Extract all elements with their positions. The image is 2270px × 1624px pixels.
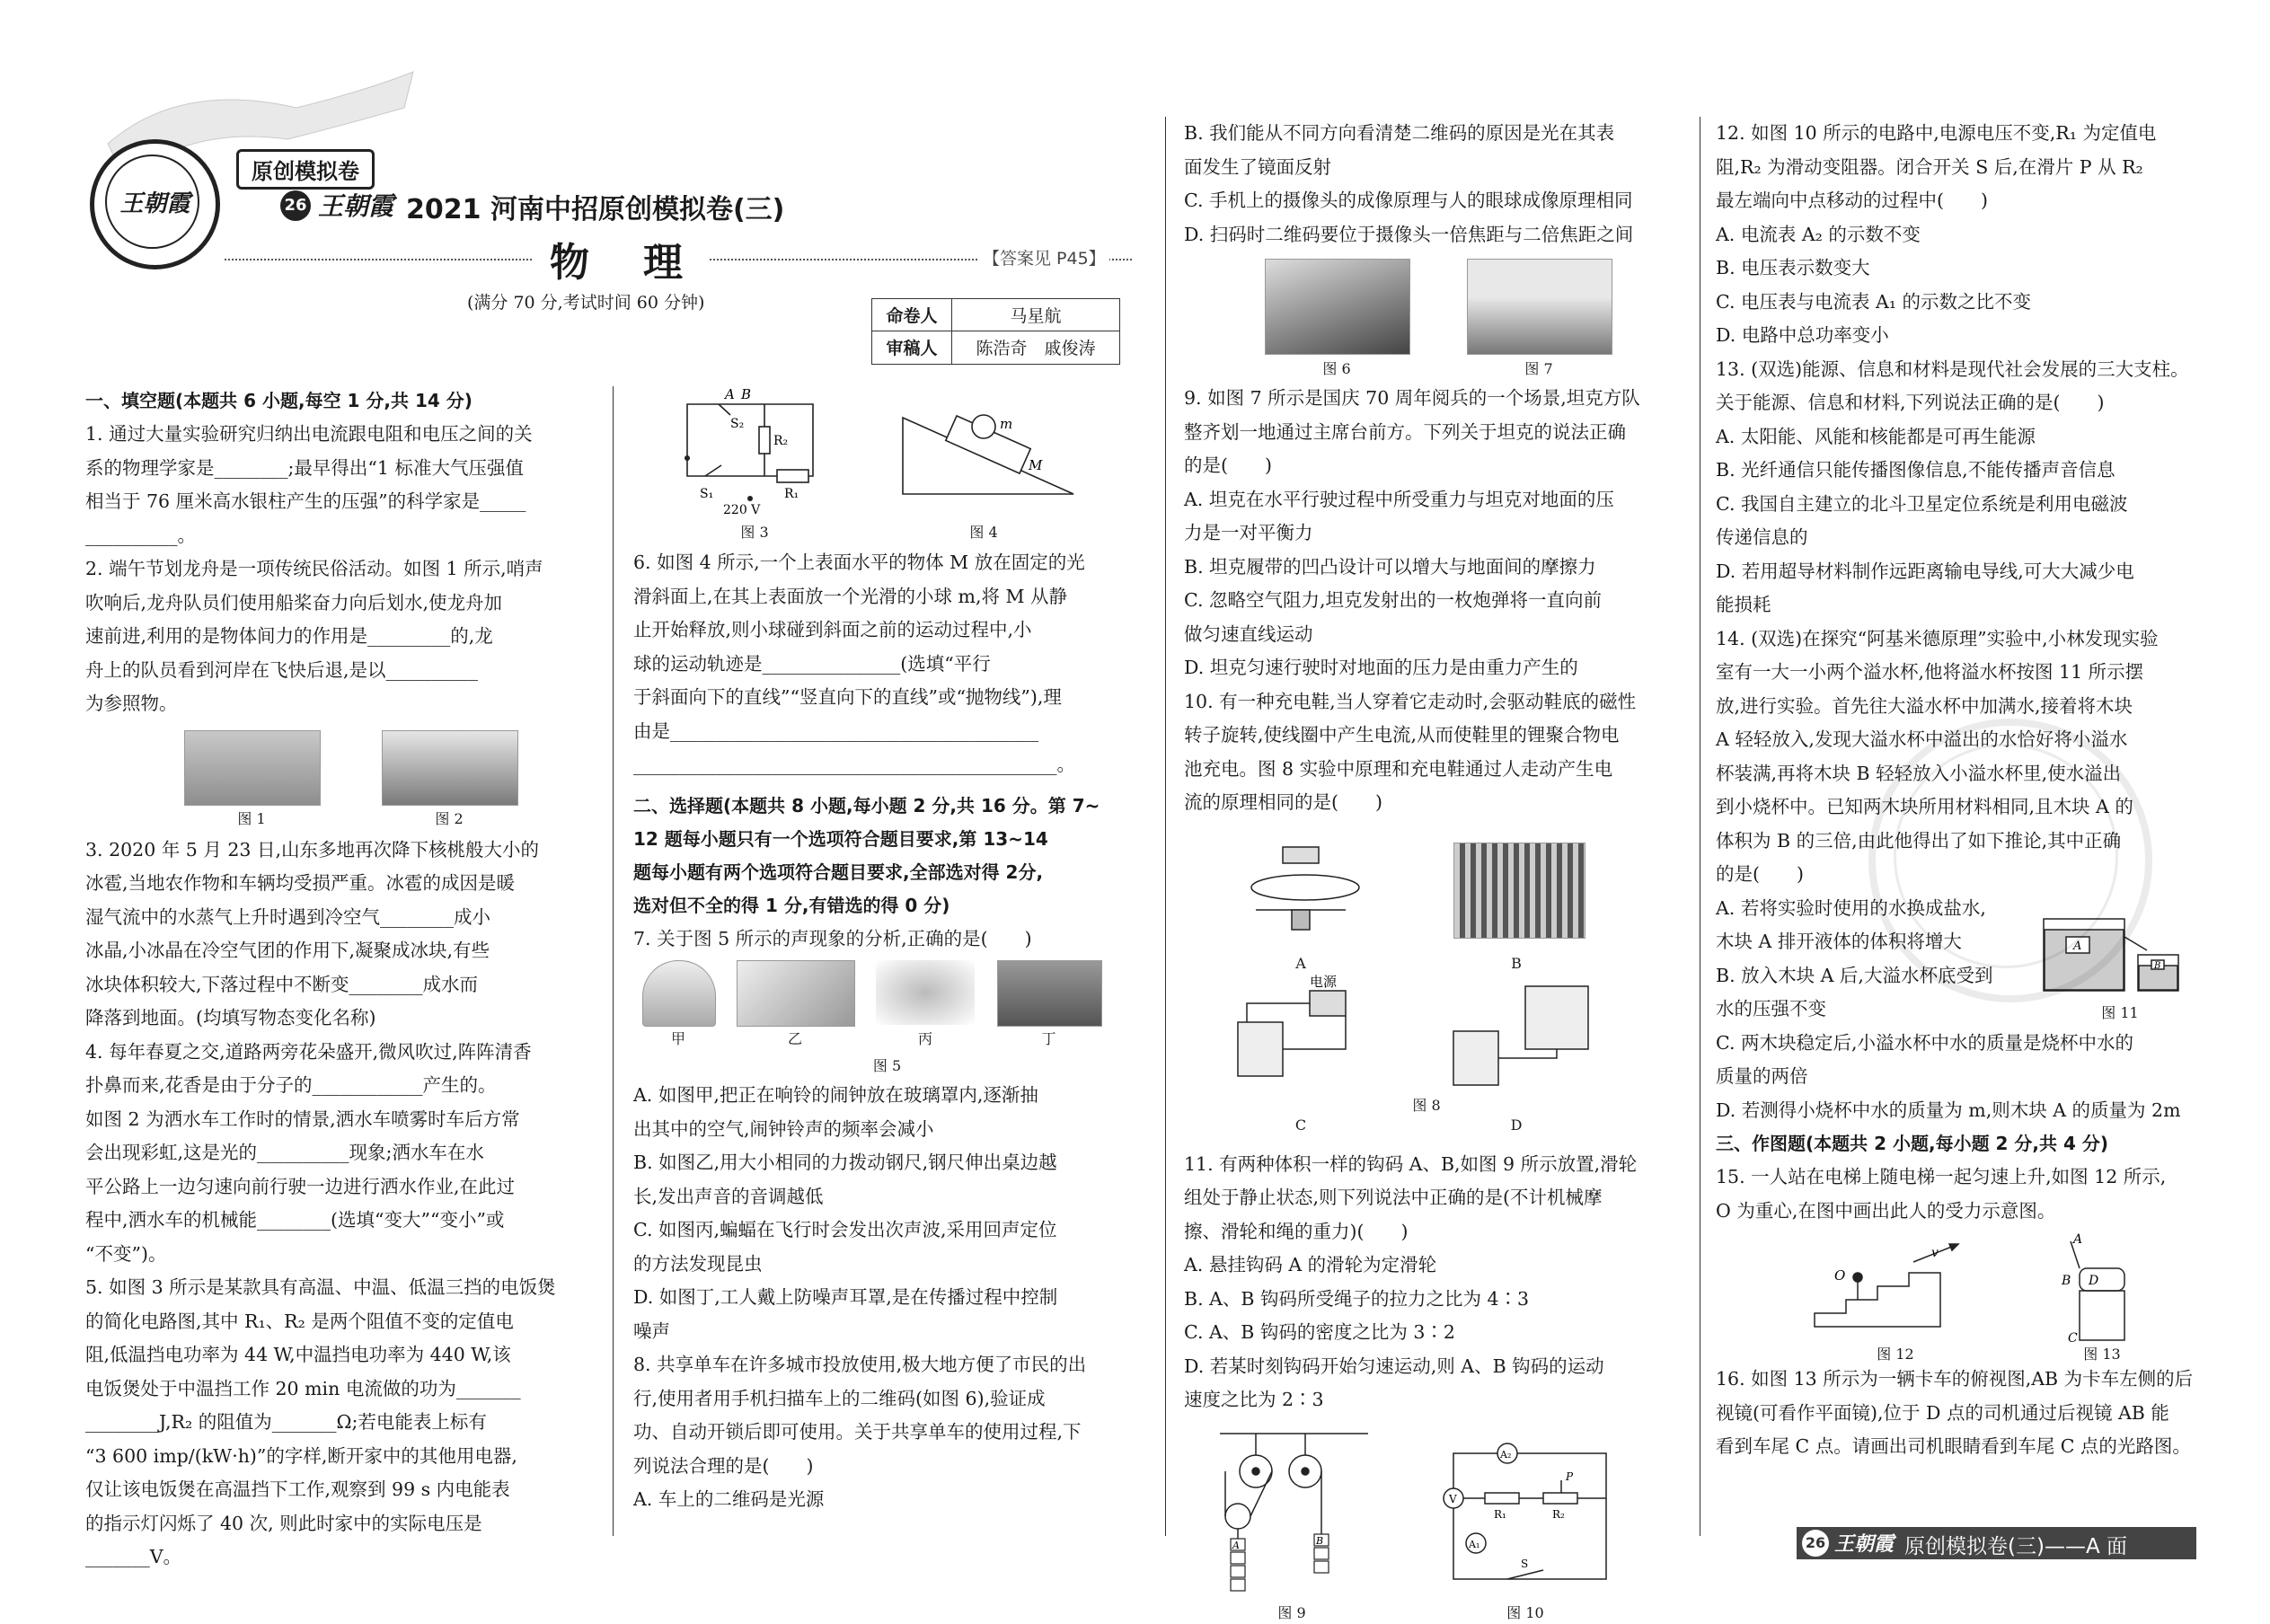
subject-title: 物 理 [532,230,708,287]
fig13-label-d: D [2089,1274,2099,1288]
figure-8b-label: B [1511,954,1522,972]
figure-5d-worker [997,960,1102,1027]
brand-logo-text: 王朝霞 [119,190,190,217]
figure-13-truck [2039,1232,2147,1345]
author-label: 命卷人 [886,306,938,326]
fig10-label-p: P [1566,1470,1574,1483]
figure-7-photo [1467,259,1612,355]
column-divider [1165,117,1166,1536]
brand-emblem [90,139,220,269]
figure-8c-label: C [1294,1116,1307,1134]
question-7-stem: 7. 关于图 5 所示的声现象的分析,正确的是( ) [633,927,1032,949]
figure-6-caption: 图 6 [1322,360,1351,377]
question-7-options: A. 如图甲,把正在响铃的闹钟放在玻璃罩内,逐渐抽 出其中的空气,闹钟铃声的频率会减小 B. 如图乙,用大小相同的力拨动钢尺,钢尺伸出桌边越 长,发出声音的音调越低 C. 如图丙,蝙蝠在飞行时会发出次声波,采用回声定位 的方法发现昆虫 D. 如图丁,工人戴上防噪声耳罩,是在传播过程中控制 噪声 [633,1084,1058,1342]
fig9-label-b: B [1316,1534,1324,1547]
header [72,54,1132,359]
fig8-power-label: 电源 [1310,973,1338,990]
figure-8a-label: A [1295,954,1306,972]
answer-reference: 【答案见 P45】 [979,245,1109,269]
fig10-label-s: S [1521,1557,1529,1570]
watermark-seal [1868,719,2152,1002]
fig10-label-r2: R₂ [1552,1507,1565,1521]
figure-8c-magnet-circuit [1220,973,1391,1103]
figure-2-photo [382,730,518,806]
column-divider [613,386,614,1536]
figure-5 [633,956,1141,1055]
figure-5c-label: 丙 [917,1030,932,1047]
figure-12-caption: 图 12 [1877,1346,1914,1363]
series-tag: 原创模拟卷 [236,149,375,190]
question-13: 13. (双选)能源、信息和材料是现代社会发展的三大支柱。 关于能源、信息和材料,下列说法正确的是( ) A. 太阳能、风能和核能都是可再生能源 B. 光纤通信只能传播图像信息,不能传播声音信息 C. 我国自主建立的北斗卫星定位系统是利用电磁波 传递信息的 D. 若用超导材料制作远距离输电导线,可大大减少电 能损耗 [1716,357,2189,615]
question-12: 12. 如图 10 所示的电路中,电源电压不变,R₁ 为定值电 阻,R₂ 为滑动变阻器。闭合开关 S 后,在滑片 P 从 R₂ 最左端向中点移动的过程中( ) A. 电流表 A₂ 的示数不变 B. 电压表示数变大 C. 电压表与电流表 A₁ 的示数之比不变 D. 电路中总功率变小 [1716,122,2157,346]
figure-3-circuit [669,386,840,521]
score-info: (满分 70 分,考试时间 60 分钟) [467,293,705,313]
issue-number-badge: 26 [280,190,311,221]
figure-5b-ruler [737,960,855,1027]
figure-7-caption: 图 7 [1524,360,1553,377]
figure-13-caption: 图 13 [2083,1346,2121,1363]
figure-6-photo [1265,259,1410,355]
fig3-label-s2: S₂ [730,417,745,431]
figure-4-caption: 图 4 [969,524,998,541]
fig11-label-a: A [2073,939,2082,953]
question-14-rest: C. 两木块稳定后,小溢水杯中水的质量是烧杯中水的 质量的两倍 D. 若测得小烧杯中水的质量为 m,则木块 A 的质量为 2m [1716,1031,2181,1121]
question-14-options: A. 若将实验时使用的水换成盐水, 木块 A 排开液体的体积将增大 B. 放入木块 A 后,大溢水杯底受到 水的压强不变 [1716,896,1993,1019]
brand-name: 王朝霞 [318,191,394,221]
figure-8d-meter [1435,977,1606,1112]
question-8-options: B. 我们能从不同方向看清楚二维码的原因是光在其表 面发生了镜面反射 C. 手机上的摄像头的成像原理与人的眼球成像原理相同 D. 扫码时二维码要位于摄像头一倍焦距与二倍焦距之间 [1184,122,1634,245]
fig13-label-b: B [2062,1274,2071,1288]
question-9: 9. 如图 7 所示是国庆 70 周年阅兵的一个场景,坦克方队 整齐划一地通过主席台前方。下列关于坦克的说法正确 的是( ) A. 坦克在水平行驶过程中所受重力与坦克对地面的压 力是一对平衡力 B. 坦克履带的凹凸设计可以增大与地面间的摩擦力 C. 忽略空气阻力,坦克发射出的一枚炮弹将一直向前 做匀速直线运动 D. 坦克匀速行驶时对地面的压力是由重力产生的 [1184,387,1640,678]
figure-8-caption: 图 8 [1412,1096,1441,1114]
figure-3-caption: 图 3 [740,524,769,541]
fig3-label-a: A [725,386,735,402]
question-11: 11. 有两种体积一样的钩码 A、B,如图 9 所示放置,滑轮 组处于静止状态,则下列说法中正确的是(不计机械摩 擦、滑轮和绳的重力)( ) A. 悬挂钩码 A 的滑轮为定滑轮 B. A、B 钩码所受绳子的拉力之比为 4∶3 C. A、B 钩码的密度之比为 3∶2 D. 若某时刻钩码开始匀速运动,则 A、B 钩码的运动 速度之比为 2∶3 [1184,1152,1638,1410]
fig3-label-s1: S₁ [700,487,714,501]
figure-1-caption: 图 1 [237,809,266,827]
section-fill-blank-heading: 一、填空题(本题共 6 小题,每空 1 分,共 14 分) [85,390,473,411]
figure-4-incline [894,409,1082,508]
exam-title: 2021 河南中招原创模拟卷(三) [406,194,785,225]
question-3: 3. 2020 年 5 月 23 日,山东多地再次降下核桃般大小的 冰雹,当地农作物和车辆均受损严重。冰雹的成因是暖 湿气流中的水蒸气上升时遇到冷空气________成小 冰晶,小冰晶在冷空气团的作用下,凝聚成冰块,有些 冰块体积较大,下落过程中不断变________成水而 降落到地面。(均填写物态变化名称) [85,838,539,1028]
footer-bar [1797,1527,2196,1559]
question-15: 15. 一人站在电梯上随电梯一起匀速上升,如图 12 所示, O 为重心,在图中画出此人的受力示意图。 [1716,1166,2167,1222]
section-choice-heading: 二、选择题(本题共 8 小题,每小题 2 分,共 16 分。第 7~ 12 题每小题只有一个选项符合题目要求,第 13~14 题每小题有两个选项符合题目要求,全部选对得 2分, 选对但不全的得 1 分,有错选的得 0 分) [633,794,1100,916]
footer-brand: 王朝霞 [1834,1532,1895,1556]
question-16: 16. 如图 13 所示为一辆卡车的俯视图,AB 为卡车左侧的后 视镜(可看作平面镜),位于 D 点的司机通过后视镜 AB 能 看到车尾 C 点。请画出司机眼睛看到车尾 C 点的光路图。 [1716,1368,2194,1457]
fig4-label-M: M [1029,457,1043,473]
figure-5a-label: 甲 [670,1030,685,1047]
fig10-label-r1: R₁ [1494,1507,1506,1521]
column-3 [1184,117,1678,1624]
figure-9-pulley [1220,1426,1373,1597]
fig3-label-voltage: 220 V [723,503,761,517]
figure-5b-label: 乙 [787,1030,802,1047]
column-1 [85,384,591,1575]
question-10: 10. 有一种充电鞋,当人穿着它走动时,会驱动鞋底的磁性 转子旋转,使线圈中产生电流,从而使鞋里的锂聚合物电 池充电。图 8 实验中原理和充电鞋通过人走动产生电 流的原理相同的是( ) [1184,690,1637,813]
author-name: 马星航 [1010,306,1062,326]
figure-11-caption: 图 11 [2101,1003,2139,1021]
footer-issue-badge: 26 [1802,1530,1829,1557]
fig10-label-a1: A₁ [1469,1538,1480,1550]
figures-6-7 [1184,252,1678,382]
question-6: 6. 如图 4 所示,一个上表面水平的物体 M 放在固定的光 滑斜面上,在其上表面放一个光滑的小球 m,将 M 从静 止开始释放,则小球碰到斜面之前的运动过程中,小 球的运动轨迹是_______________(选填“平行 于斜面向下的直线”“竖直向下的直线”或“抛物线”),理 由是________________________________________ ______________________________________________。 [633,552,1085,775]
figures-3-4 [633,386,1141,546]
fig12-label-v: v [1931,1246,1939,1260]
figure-9-caption: 图 9 [1277,1603,1306,1621]
question-8: 8. 共享单车在许多城市投放使用,极大地方便了市民的出 行,使用者用手机扫描车上的二维码(如图 6),验证成 功、自动开锁后即可使用。关于共享单车的使用过程,下 列说法合理的是( ) A. 车上的二维码是光源 [633,1354,1087,1510]
question-1: 1. 通过大量实验研究归纳出电流跟电阻和电压之间的关 系的物理学家是________;最早得出“1 标准大气压强值 相当于 76 厘米高水银柱产生的压强”的科学家是_____ __________。 [85,423,533,546]
figure-8a-motor [1238,834,1373,941]
question-5: 5. 如图 3 所示是某款具有高温、中温、低温三挡的电饭煲 的简化电路图,其中 R₁、R₂ 是两个阻值不变的定值电 阻,低温挡电功率为 44 W,中温挡电功率为 440 W,该 电饭煲处于中温挡工作 20 min 电流做的功为_______ ________J,R₂ 的阻值为_______Ω;若电能表上标有 “3 600 imp/(kW·h)”的字样,断开家中的其他用电器, 仅让该电饭煲在高温挡下工作,观察到 99 s 内电能表 的指示灯闪烁了 40 次, 则此时家中的实际电压是 _______V。 [85,1276,556,1567]
figures-9-10 [1184,1417,1678,1624]
fig3-label-r1: R₁ [784,487,799,501]
author-table [871,298,1120,365]
figure-5a-bell-jar [642,960,716,1027]
fig3-label-r2: R₂ [773,434,789,448]
fig3-label-b: B [741,386,752,402]
fig9-label-a: A [1232,1539,1240,1551]
footer-text: 原创模拟卷(三)——A 面 [1904,1535,2127,1558]
reviewer-label: 审稿人 [886,339,938,358]
section-drawing-heading: 三、作图题(本题共 2 小题,每小题 2 分,共 4 分) [1716,1133,2109,1154]
figure-8b-coil [1453,843,1585,939]
figure-12-escalator [1806,1237,1985,1336]
column-2 [633,386,1141,1517]
question-2: 2. 端午节划龙舟是一项传统民俗活动。如图 1 所示,哨声 吹响后,龙舟队员们使用船桨奋力向后划水,使龙舟加 速前进,利用的是物体间力的作用是_________的,龙 舟上的队员看到河岸在飞快后退,是以__________ 为参照物。 [85,558,543,714]
figure-2-caption: 图 2 [435,809,464,827]
figures-1-2 [85,721,591,834]
question-14: 14. (双选)在探究“阿基米德原理”实验中,小林发现实验 室有一大一小两个溢水杯,他将溢水杯按图 11 所示摆 放,进行实验。首先往大溢水杯中加满水,接着将木块 A 轻轻放入,发现大溢水杯中溢出的水恰好将小溢水 杯装满,再将木块 B 轻轻放入小溢水杯里,使水溢出 到小烧杯中。已知两木块所用材料相同,且木块 A 的 体积为 B 的三倍,由此他得出了如下推论,其中正确 的是( ) [1716,627,2159,885]
question-4: 4. 每年春夏之交,道路两旁花朵盛开,微风吹过,阵阵清香 扑鼻而来,花香是由于分子的____________产生的。 如图 2 为洒水车工作时的情景,洒水车喷雾时车后方常 会出现彩虹,这是光的__________现象;洒水车在水 平公路上一边匀速向前行驶一边进行洒水作业,在此过 程中,洒水车的机械能________(选填“变大”“变小”或 “不变”)。 [85,1040,532,1265]
fig13-label-c: C [2068,1331,2078,1346]
fig4-label-m: m [1000,416,1013,432]
fig13-label-a: A [2073,1232,2083,1247]
fig10-label-v: V [1449,1492,1457,1505]
fig10-label-a2: A₂ [1500,1448,1512,1461]
figure-5c-bat [876,960,975,1025]
fig11-label-b: B [2154,960,2161,971]
figure-10-circuit [1426,1426,1633,1597]
figures-12-13 [1716,1228,2196,1363]
fig12-label-o: O [1834,1267,1846,1284]
figure-1-photo [184,730,321,806]
figure-10-caption: 图 10 [1506,1603,1544,1621]
figure-8d-label: D [1510,1116,1523,1134]
figure-5-caption: 图 5 [872,1057,902,1074]
reviewer-names: 陈浩奇 戚俊涛 [976,339,1096,358]
figure-5d-label: 丁 [1041,1030,1056,1047]
figure-8 [1184,820,1678,1148]
